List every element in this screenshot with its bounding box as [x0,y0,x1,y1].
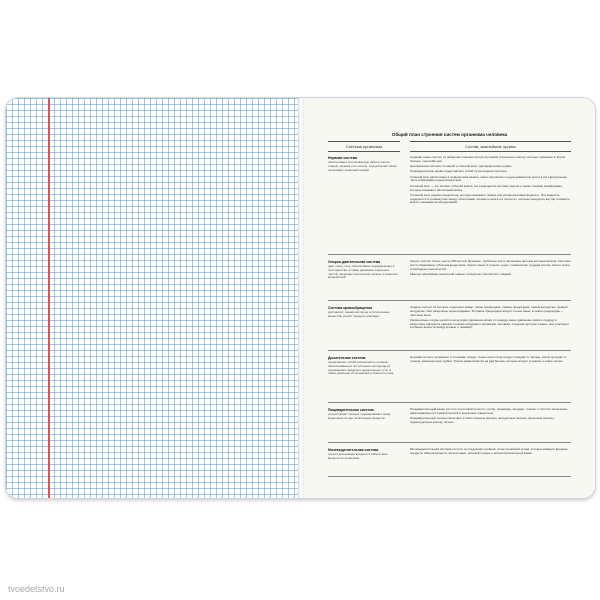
table-row [328,350,571,403]
system-components [410,260,571,278]
system-description: обеспечивает согласованную работу клеток, тканей, органов и их систем, осуществляет связь организма с внешней средой. [328,160,397,172]
component-text: Спинной мозг расположен в позвоночном канале, имеет вид белого шнура диаметром около 1 см. Центральная часть образована серым веществом. [410,174,567,183]
component-text: Сердце состоит из четырех отдельных камер: левое предсердие, правое предсердие, левый желудочек, правый желудочек. Они разделены перегородками. В правое предсердие входят: полые вены, в левое предсердие — лёгочные вены. [410,305,568,317]
info-page [304,98,595,498]
system-components [410,356,571,365]
site-watermark: tvoedetstvo.ru [8,584,65,594]
table-row [328,254,571,301]
margin-line [48,98,50,498]
table-title: Общий план строения систем организма человека [391,132,508,137]
table-row [328,150,571,255]
system-name: Опорно-двигательная система [328,260,381,264]
column-header-system: Система организма [328,141,400,152]
component-text: Кровеносные сосуды делятся на артерии (движение крови от сердца), вены (движение крови к сердцу) и капилляры (являются самыми тонкими сосудами в организме человека, соединяя артерии и вены, они участвуют в обмене веществ между кровью и тканями). [410,317,570,330]
component-text: Головной мозг — это мягкая, губчатая масса. Он защищается костями черепа и тремя тонкими мембранами, которые называют оболочками мозга. [410,183,563,192]
system-description: осуществляет процесс переваривания пищи, выделение из нее питательных веществ. [328,412,391,420]
table-row [328,442,571,477]
column-header-components: Состав, важнейшие органы [410,141,571,152]
component-text: Нервная ткань состоит из нейронов и мелких клеток-спутников (глиальных клеток), которых примерно в 10 раз больше, чем нейронов. [410,155,566,163]
system-name: Пищеварительная система [328,408,374,412]
system-components [410,156,571,207]
component-text: Пищеварительные железы включают в себя слюнные железы, желудочные железы, кишечные железы, поджелудочную железу, печень. [410,416,555,424]
component-text: Периферические нервы представляют собой пучки нервных волокон. [410,169,508,174]
system-description: дает опору телу, обеспечивает передвижение в пространстве, а также движение отдельных частей, защищает внутренние органы от внешних воздействий. [328,264,398,280]
grid-page [6,98,300,498]
component-text: Центральная система: головной и спинной мозг, периферические нервы. [410,164,513,169]
table-row [328,300,571,351]
system-description: доставляет тканям кислород и питательные вещества, уносит продукты распада. [328,310,390,318]
component-text: Головной мозг окружен жидкостью, которую называют ликвор или спинномозговая жидкость. Эта жидкость содержится в промежутках между оболочками головного мозга и в полостях, которые находятся внутри головного мозга и называются желудочками. [410,192,570,205]
system-components [410,408,571,426]
component-text: Скелет состоит более чем из 200 костей. Длинные, трубчатые кости заполнены желтым костным мозгом. Короткие кости образованы губчатым веществом. Скелет имеет 4 отдела: череп, позвоночник, грудная клетка, скелет пояса и свободных конечностей. [410,259,571,271]
system-description: представляет собой совокупность органов, обеспечивающих поступление кислорода из окружающего воздуха в дыхательные пути, а также удаление из организма углекислого газа. [328,360,395,376]
component-text: Мышцы образованы мышечной тканью: поперечно-полосатой и гладкой. [410,271,512,276]
system-name: Система кровообращения [328,306,373,310]
system-description: служит для вывода вредных и избыточных веществ из организма. [328,452,388,460]
notebook-spread [6,98,595,498]
component-text: Пищеварительный канал состоит из ротовой полости, глотки, пищевода, желудка, тонкого и толстого кишечника, заканчивающегося прямой кишкой и анальным отверстием. [410,407,568,415]
system-name: Дыхательная система [328,356,366,360]
system-components [410,448,571,457]
system-name: Нервная система [328,156,358,160]
table-row [328,402,571,443]
component-text: Носовая полость увлажняет и согревает воздух. Через носоглотку воздух попадает в гортань, затем проходит в трахею, имеющую вид трубки. Трахея разветвляется на два бронха, которые входят в правое и левое легкое. [410,355,566,363]
component-text: Мочевыделительная система состоит из следующих органов: почки (основной орган), которые выводят вредные продукты обмена веществ; мочеточники, мочевой пузырь и мочеиспускательный канал. [410,447,568,455]
system-name: Мочевыделительная система [328,448,379,452]
system-components [410,306,571,332]
